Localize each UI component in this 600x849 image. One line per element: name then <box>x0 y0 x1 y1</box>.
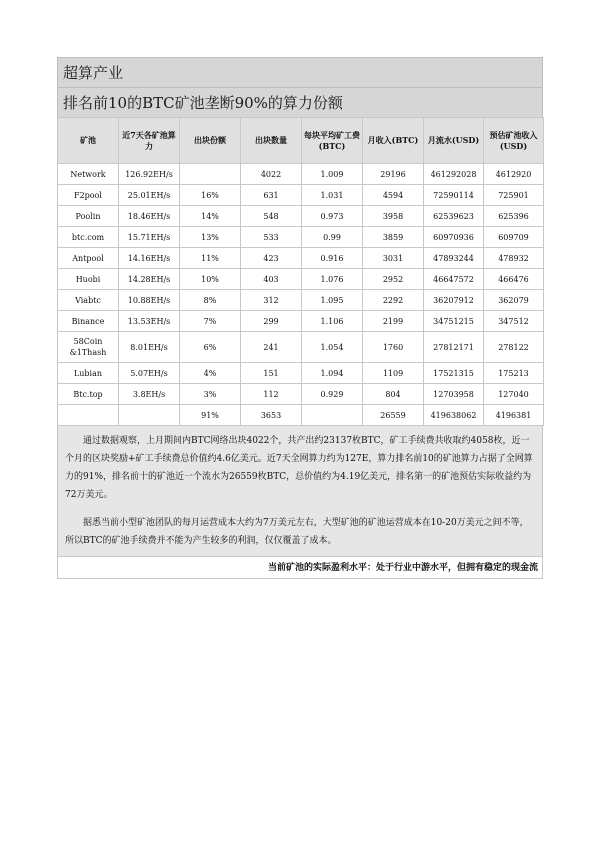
table-cell: Huobi <box>58 269 119 290</box>
table-cell: 27812171 <box>424 332 484 363</box>
table-cell: 241 <box>241 332 302 363</box>
table-cell: 804 <box>363 384 424 405</box>
table-cell: Binance <box>58 311 119 332</box>
table-cell: 17521315 <box>424 363 484 384</box>
table-row <box>58 206 544 227</box>
table-cell: 11% <box>180 248 241 269</box>
table-cell: 725901 <box>484 185 544 206</box>
column-header: 矿池 <box>58 118 119 164</box>
table-cell: 278122 <box>484 332 544 363</box>
table-cell: 0.973 <box>302 206 363 227</box>
table-cell: 423 <box>241 248 302 269</box>
report-page <box>57 57 543 579</box>
summary-box <box>57 426 543 557</box>
table-cell: 13% <box>180 227 241 248</box>
table-cell: 18.46EH/s <box>119 206 180 227</box>
table-cell: 362079 <box>484 290 544 311</box>
column-header: 月流水(USD) <box>424 118 484 164</box>
table-cell: 58Coin &1Thash <box>58 332 119 363</box>
table-cell: 127040 <box>484 384 544 405</box>
table-cell: Antpool <box>58 248 119 269</box>
table-cell: F2pool <box>58 185 119 206</box>
table-cell: 14.28EH/s <box>119 269 180 290</box>
table-row <box>58 311 544 332</box>
table-cell: 0.99 <box>302 227 363 248</box>
table-cell: 29196 <box>363 164 424 185</box>
table-cell: 91% <box>180 405 241 426</box>
column-header: 近7天各矿池算力 <box>119 118 180 164</box>
table-cell: 5.07EH/s <box>119 363 180 384</box>
table-body <box>58 164 544 426</box>
table-cell: 4612920 <box>484 164 544 185</box>
table-cell: btc.com <box>58 227 119 248</box>
table-cell: 12703958 <box>424 384 484 405</box>
table-header-row <box>58 118 544 164</box>
table-cell: 1.054 <box>302 332 363 363</box>
table-cell: 25.01EH/s <box>119 185 180 206</box>
table-cell: 299 <box>241 311 302 332</box>
table-cell: 2199 <box>363 311 424 332</box>
table-cell: 3% <box>180 384 241 405</box>
table-cell: 1.106 <box>302 311 363 332</box>
section-title: 超算产业 <box>57 57 543 87</box>
table-cell: 0.916 <box>302 248 363 269</box>
table-cell: Poolin <box>58 206 119 227</box>
table-row <box>58 405 544 426</box>
table-cell: 8% <box>180 290 241 311</box>
table-cell: 26559 <box>363 405 424 426</box>
table-row <box>58 227 544 248</box>
table-cell: 3653 <box>241 405 302 426</box>
table-cell: 3.8EH/s <box>119 384 180 405</box>
table-row <box>58 384 544 405</box>
table-cell: 4594 <box>363 185 424 206</box>
table-cell: 14% <box>180 206 241 227</box>
table-cell: 16% <box>180 185 241 206</box>
table-cell: 609709 <box>484 227 544 248</box>
column-header: 出块数量 <box>241 118 302 164</box>
table-cell: 1.009 <box>302 164 363 185</box>
table-cell: 625396 <box>484 206 544 227</box>
table-cell: 1760 <box>363 332 424 363</box>
column-header: 预估矿池收入(USD) <box>484 118 544 164</box>
table-cell: 10% <box>180 269 241 290</box>
table-cell: 4% <box>180 363 241 384</box>
table-cell: 112 <box>241 384 302 405</box>
table-cell <box>180 164 241 185</box>
table-cell: 2292 <box>363 290 424 311</box>
table-cell: Network <box>58 164 119 185</box>
table-cell: 1.094 <box>302 363 363 384</box>
column-header: 月收入(BTC) <box>363 118 424 164</box>
table-cell: 1.031 <box>302 185 363 206</box>
table-cell <box>119 405 180 426</box>
table-row <box>58 290 544 311</box>
table-cell: 419638062 <box>424 405 484 426</box>
table-cell: Viabtc <box>58 290 119 311</box>
table-cell <box>302 405 363 426</box>
table-cell: 3031 <box>363 248 424 269</box>
table-cell <box>58 405 119 426</box>
mining-pool-table <box>57 117 544 426</box>
table-cell: 6% <box>180 332 241 363</box>
main-title: 排名前10的BTC矿池垄断90%的算力份额 <box>57 87 543 117</box>
table-cell: 312 <box>241 290 302 311</box>
table-row <box>58 363 544 384</box>
table-cell: 126.92EH/s <box>119 164 180 185</box>
table-cell: 13.53EH/s <box>119 311 180 332</box>
table-row <box>58 248 544 269</box>
table-cell: 403 <box>241 269 302 290</box>
table-row <box>58 332 544 363</box>
table-cell: 3859 <box>363 227 424 248</box>
table-cell: 14.16EH/s <box>119 248 180 269</box>
table-cell: 347512 <box>484 311 544 332</box>
table-cell: 15.71EH/s <box>119 227 180 248</box>
table-cell: 46647572 <box>424 269 484 290</box>
table-row <box>58 185 544 206</box>
summary-paragraph: 据悉当前小型矿池团队的每月运营成本大约为7万美元左右，大型矿池的矿池运营成本在10-20万美元之间不等，所以BTC的矿池手续费并不能为产生较多的利润，仅仅覆盖了成本。 <box>65 518 529 546</box>
table-cell: 62539623 <box>424 206 484 227</box>
table-cell: 548 <box>241 206 302 227</box>
table-cell: 533 <box>241 227 302 248</box>
table-cell: 4196381 <box>484 405 544 426</box>
table-cell: 7% <box>180 311 241 332</box>
table-cell: 461292028 <box>424 164 484 185</box>
summary-paragraph: 通过数据观察，上月期间内BTC网络出块4022个，共产出约23137枚BTC，矿工手续费共收取约4058枚，近一个月的区块奖励+矿工手续费总价值约4.6亿美元。近7天全网算力约为127E，算力排名前10的矿池算力占据了全网算力的91%，排名前十的矿池近一个流水为26559枚BTC，总价值约为4.19亿美元，排名第一的矿池预估实际收益约为72万美元。 <box>65 436 533 500</box>
table-cell: 1109 <box>363 363 424 384</box>
table-cell: 0.929 <box>302 384 363 405</box>
table-cell: Btc.top <box>58 384 119 405</box>
table-cell: 478932 <box>484 248 544 269</box>
column-header: 出块份额 <box>180 118 241 164</box>
table-cell: 151 <box>241 363 302 384</box>
table-cell: 3958 <box>363 206 424 227</box>
table-cell: 4022 <box>241 164 302 185</box>
table-cell: 2952 <box>363 269 424 290</box>
table-cell: 8.01EH/s <box>119 332 180 363</box>
table-cell: 1.095 <box>302 290 363 311</box>
table-cell: 36207912 <box>424 290 484 311</box>
table-cell: 34751215 <box>424 311 484 332</box>
table-cell: 631 <box>241 185 302 206</box>
table-cell: 466476 <box>484 269 544 290</box>
footer-note: 当前矿池的实际盈利水平：处于行业中游水平，但拥有稳定的现金流 <box>57 557 543 579</box>
table-cell: 47893244 <box>424 248 484 269</box>
column-header: 每块平均矿工费(BTC) <box>302 118 363 164</box>
table-cell: 1.076 <box>302 269 363 290</box>
table-cell: 60970936 <box>424 227 484 248</box>
table-row <box>58 164 544 185</box>
table-cell: 10.88EH/s <box>119 290 180 311</box>
table-cell: 72590114 <box>424 185 484 206</box>
table-row <box>58 269 544 290</box>
table-cell: 175213 <box>484 363 544 384</box>
table-cell: Lubian <box>58 363 119 384</box>
